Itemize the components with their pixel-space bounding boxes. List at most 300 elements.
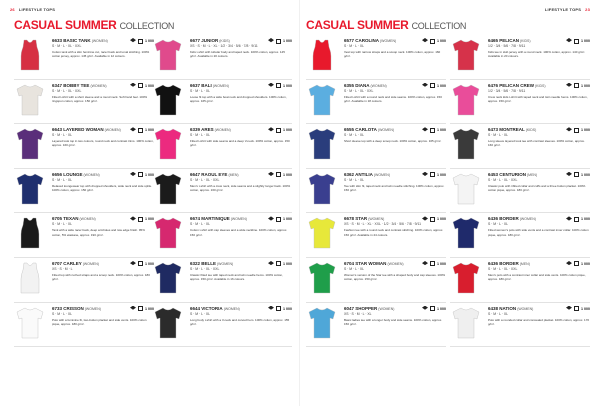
- product-code: [190, 38, 230, 43]
- product-description: Crew neck kids t-shirt with taped neck and twin needle hems. 100% cotton, approx. 150 g/m².: [488, 94, 588, 103]
- product-quantity: 1 000: [581, 217, 590, 222]
- product-icons: [130, 83, 154, 89]
- product-sizes: S · M · L · XL: [52, 177, 73, 182]
- package-icon: [574, 128, 579, 133]
- package-icon: [138, 306, 143, 311]
- item-divider: [450, 79, 590, 80]
- cap-icon: [422, 127, 428, 133]
- product-quantity: 1 000: [581, 128, 590, 133]
- product-quantity: 1 000: [283, 217, 292, 222]
- product-sizes: S · M · L · XL: [52, 222, 73, 227]
- right-page-number: 23: [585, 6, 590, 12]
- product-code: [344, 38, 396, 43]
- product-item: [14, 172, 154, 217]
- product-description: Fitted t-shirt with a round neck and side seams. 100% cotton, approx. 150 g/m². Available in 18 colours.: [344, 94, 442, 103]
- product-image: [152, 216, 184, 250]
- item-divider: [152, 302, 292, 303]
- cap-icon: [566, 261, 572, 267]
- product-name: 6637 BALI: [190, 82, 212, 88]
- product-category: (WOMEN): [378, 306, 395, 311]
- cap-icon: [268, 172, 274, 178]
- product-quantity: 1 000: [437, 83, 446, 88]
- cap-icon: [268, 306, 274, 312]
- product-item: [152, 306, 292, 351]
- product-image: [14, 216, 46, 250]
- product-code: [52, 38, 108, 43]
- product-quantity: 1 000: [145, 83, 154, 88]
- cap-icon: [268, 38, 274, 44]
- product-item: [306, 306, 446, 351]
- package-icon: [276, 172, 281, 177]
- item-divider: [306, 302, 446, 303]
- product-description: Vest top with narrow straps and a scoop neck. 100% cotton, approx. 160 g/m².: [344, 50, 441, 59]
- product-name: 6704 STAR WOMAN: [344, 260, 387, 266]
- product-code: [344, 261, 404, 266]
- product-description: Basic ladies tee with a longer body and side seams. 100% cotton, approx. 150 g/m².: [344, 317, 443, 326]
- product-icons: [566, 216, 590, 222]
- product-name: 6555 CARLOTA: [344, 127, 377, 133]
- product-code: [52, 172, 100, 177]
- left-title-bold: CASUAL SUMMER: [14, 18, 117, 32]
- product-name: 6705 TEXAN: [52, 216, 79, 222]
- product-category: (MEN): [527, 172, 538, 177]
- left-running-header: [10, 5, 55, 13]
- product-image: [152, 261, 184, 295]
- product-icons: [422, 38, 446, 44]
- package-icon: [276, 261, 281, 266]
- product-image: [306, 261, 338, 295]
- product-icons: [422, 83, 446, 89]
- product-category: (WOMEN): [223, 306, 240, 311]
- product-icons: [566, 127, 590, 133]
- product-icons: [130, 127, 154, 133]
- product-quantity: 1 000: [145, 172, 154, 177]
- product-quantity: 1 000: [145, 306, 154, 311]
- product-sizes: S · M · L · XL: [344, 44, 365, 48]
- product-category: (WOMEN): [90, 83, 107, 88]
- product-description: Fashion tee with a round neck and contrast stitching. 100% cotton, approx. 150 g/m². Available in 24 colours.: [344, 228, 444, 237]
- package-icon: [138, 217, 143, 222]
- cap-icon: [268, 127, 274, 133]
- product-icons: [566, 306, 590, 312]
- product-code: [488, 216, 536, 221]
- product-quantity: 1 000: [145, 261, 154, 266]
- product-image: [14, 127, 46, 161]
- product-sizes: S · M · L · XL · XXL: [488, 177, 518, 182]
- product-item: [14, 127, 154, 172]
- package-icon: [574, 217, 579, 222]
- package-icon: [574, 172, 579, 177]
- product-description: Long sleeve layered look tee with contrast sleeves. 100% cotton, approx. 160 g/m².: [488, 139, 585, 148]
- product-item: [306, 127, 446, 172]
- cap-icon: [566, 127, 572, 133]
- product-description: Classic fitted tee with taped neck and twin needle hems. 100% cotton, approx. 150 g/m². Available in 16 colours.: [190, 272, 283, 282]
- product-category: (WOMEN): [83, 172, 100, 177]
- product-sizes: XS · S · M · L · XL: [344, 311, 372, 316]
- product-icons: [130, 216, 154, 222]
- product-category: (WOMEN): [370, 83, 387, 88]
- package-icon: [276, 306, 281, 311]
- product-name: 6453 CENTURION: [488, 171, 527, 177]
- product-code: [190, 83, 229, 88]
- product-icons: [268, 261, 292, 267]
- product-image: [152, 172, 184, 206]
- product-sizes: S · M · L · XL: [344, 266, 365, 271]
- cap-icon: [268, 83, 274, 89]
- product-name: 6647 RAOUL EYE: [190, 171, 228, 177]
- product-icons: [130, 306, 154, 312]
- product-name: 6436 BORDER: [488, 216, 519, 222]
- item-divider: [152, 257, 292, 258]
- product-code: [344, 127, 394, 132]
- product-quantity: 1 000: [581, 172, 590, 177]
- item-divider: [450, 257, 590, 258]
- product-category: (MEN): [519, 261, 530, 266]
- cap-icon: [422, 38, 428, 44]
- product-quantity: 1 000: [581, 83, 590, 88]
- right-header-text: LIFESTYLE TOPS: [544, 6, 582, 12]
- product-sizes: 1/2 · 3/4 · 5/6 · 7/8 · 9/11: [488, 88, 526, 93]
- product-category: (WOMEN): [519, 217, 536, 222]
- cap-icon: [268, 261, 274, 267]
- product-name: 6362 ANTILIA: [344, 171, 373, 177]
- product-quantity: 1 000: [283, 83, 292, 88]
- product-image: [450, 38, 482, 72]
- product-item: [306, 38, 446, 83]
- package-icon: [430, 83, 435, 88]
- product-item: [152, 38, 292, 83]
- product-quantity: 1 000: [437, 261, 446, 266]
- package-icon: [276, 217, 281, 222]
- product-item: [450, 306, 590, 351]
- product-code: [52, 127, 121, 132]
- package-icon: [276, 39, 281, 44]
- item-divider: [14, 123, 154, 124]
- product-icons: [566, 38, 590, 44]
- product-code: [488, 172, 537, 177]
- product-image: [450, 216, 482, 250]
- product-name: 6656 LOUNGE: [52, 171, 83, 177]
- cap-icon: [566, 306, 572, 312]
- product-sizes: S · M · L · XL: [488, 311, 509, 316]
- cap-icon: [130, 83, 136, 89]
- product-code: [488, 306, 533, 311]
- product-image: [306, 216, 338, 250]
- package-icon: [430, 172, 435, 177]
- product-sizes: XS · S · M · L · XL · XXL · 1/2 · 3/4 · 5/6 · 7/8 · 9/11: [344, 222, 422, 227]
- product-icons: [268, 38, 292, 44]
- product-sizes: S · M · L · XL · XXL: [190, 266, 220, 271]
- product-description: Relaxed loungewear top with dropped shoulders, wide neck and side splits. 100% cotton, approx. 150 g/m².: [52, 183, 152, 192]
- product-category: (KIDS): [219, 39, 230, 43]
- cap-icon: [422, 261, 428, 267]
- product-name: 6436 BORDER: [488, 260, 519, 266]
- product-icons: [566, 172, 590, 178]
- product-icons: [130, 38, 154, 44]
- product-sizes: S · M · L · XL: [190, 222, 211, 227]
- cap-icon: [130, 216, 136, 222]
- item-divider: [14, 346, 154, 347]
- product-sizes: S · M · L · XL: [52, 133, 73, 138]
- product-category: (MEN): [228, 172, 239, 177]
- product-item: [306, 216, 446, 261]
- product-quantity: 1 000: [145, 128, 154, 133]
- item-divider: [306, 257, 446, 258]
- product-code: [52, 261, 99, 266]
- product-category: (WOMEN): [217, 261, 234, 266]
- product-code: [344, 306, 394, 311]
- product-code: [52, 216, 96, 221]
- product-category: (WOMEN): [79, 217, 96, 222]
- cap-icon: [422, 83, 428, 89]
- product-quantity: 1 000: [581, 39, 590, 43]
- item-divider: [450, 212, 590, 213]
- item-divider: [306, 168, 446, 169]
- cap-icon: [422, 216, 428, 222]
- package-icon: [138, 128, 143, 133]
- product-description: Tee with slim fit, taped neck and twin needle stitching. 100% cotton, approx. 150 g/m².: [344, 183, 445, 192]
- product-category: (WOMEN): [517, 306, 534, 311]
- product-image: [152, 306, 184, 340]
- product-category: (WOMEN): [377, 128, 395, 133]
- product-code: [488, 127, 536, 132]
- product-image: [14, 306, 46, 340]
- product-name: 6577 CAROLINA: [344, 38, 380, 43]
- package-icon: [276, 83, 281, 88]
- product-sizes: S · M · L · XL · XXL: [52, 44, 82, 48]
- product-column-4: [450, 38, 590, 350]
- product-image: [14, 172, 46, 206]
- product-sizes: S · M · L · XL · XXL: [190, 177, 220, 182]
- product-image: [306, 172, 338, 206]
- product-image: [450, 127, 482, 161]
- product-image: [152, 83, 184, 117]
- product-quantity: 1 000: [145, 39, 154, 43]
- product-category: (WOMEN): [91, 39, 108, 43]
- package-icon: [574, 39, 579, 44]
- product-description: Cotton tank with a slim feminine cut, racer back and tonal stitching. 100% cotton jersey, approx. 145 g/m². Available in 12 colours.: [52, 50, 150, 59]
- left-header-text: LIFESTYLE TOPS: [18, 6, 56, 12]
- package-icon: [276, 128, 281, 133]
- product-item: [14, 261, 154, 306]
- product-description: Fitted women's polo with side vents and a contrast inner collar. 100% cotton pique, approx. 180 g/m².: [488, 228, 589, 237]
- package-icon: [430, 128, 435, 133]
- item-divider: [14, 212, 154, 213]
- item-divider: [306, 346, 446, 347]
- product-category: (WOMEN): [82, 261, 99, 266]
- product-icons: [268, 216, 292, 222]
- cap-icon: [130, 261, 136, 267]
- package-icon: [574, 83, 579, 88]
- cap-icon: [130, 127, 136, 133]
- product-quantity: 1 000: [437, 39, 446, 43]
- package-icon: [430, 306, 435, 311]
- product-icons: [422, 172, 446, 178]
- item-divider: [306, 123, 446, 124]
- product-image: [306, 306, 338, 340]
- product-code: [190, 172, 239, 177]
- product-icons: [130, 172, 154, 178]
- product-name: 6473 MONTREAL: [488, 127, 525, 133]
- product-code: [52, 83, 107, 88]
- product-image: [14, 38, 46, 72]
- product-category: (WOMEN): [84, 306, 101, 311]
- left-page-number: 26: [10, 6, 15, 12]
- product-code: [344, 216, 384, 221]
- product-sizes: S · M · L · XL · XXL: [488, 266, 518, 271]
- product-icons: [422, 306, 446, 312]
- product-sizes: 1/2 · 3/4 · 5/6 · 7/8 · 9/11: [488, 44, 526, 48]
- product-name: 6355 DIANA: [344, 82, 370, 88]
- product-item: [152, 216, 292, 261]
- product-quantity: 1 000: [283, 39, 292, 43]
- product-image: [306, 127, 338, 161]
- cap-icon: [566, 83, 572, 89]
- product-description: Fitted t-shirt with side seams and a deep V-neck. 100% cotton, approx. 150 g/m².: [190, 139, 290, 148]
- product-name: 6339 ARES: [190, 127, 214, 133]
- product-name: 6677 JUNIOR: [190, 38, 219, 43]
- product-image: [450, 83, 482, 117]
- product-icons: [422, 216, 446, 222]
- product-quantity: 1 000: [437, 172, 446, 177]
- package-icon: [430, 217, 435, 222]
- product-sizes: S · M · L · XL: [190, 133, 211, 138]
- product-quantity: 1 000: [283, 261, 292, 266]
- product-image: [450, 172, 482, 206]
- product-description: Classic polo with ribbed collar and cuffs and a three button placket. 100% cotton pique, approx. 180 g/m².: [488, 183, 586, 192]
- cap-icon: [130, 306, 136, 312]
- product-description: Fitted t-shirt with a short sleeve and a round neck. Soft hand feel. 100% ringspun cotton, approx. 150 g/m².: [52, 94, 148, 103]
- product-category: (KIDS): [525, 128, 537, 133]
- right-title-light: COLLECTION: [411, 21, 467, 31]
- product-quantity: 1 000: [437, 128, 446, 133]
- product-code: [344, 172, 390, 177]
- product-description: Short sleeve top with a deep scoop neck. 100% cotton, approx. 165 g/m².: [344, 139, 442, 144]
- left-section-title: [14, 18, 174, 32]
- product-sizes: S · M · L · XL: [52, 311, 73, 316]
- product-icons: [566, 261, 590, 267]
- product-name: 6347 BOBBY TEE: [52, 82, 90, 88]
- product-image: [14, 261, 46, 295]
- product-column-3: [306, 38, 446, 350]
- product-name: 6047 SHOPPER: [344, 305, 378, 311]
- product-item: [450, 172, 590, 217]
- product-image: [450, 261, 482, 295]
- item-divider: [152, 212, 292, 213]
- cap-icon: [566, 172, 572, 178]
- package-icon: [138, 83, 143, 88]
- product-sizes: XS · S · M · L · XL · 1/2 · 3/4 · 5/6 · 7/8 · 9/11: [190, 44, 258, 48]
- product-item: [14, 306, 154, 351]
- product-image: [306, 38, 338, 72]
- product-code: [52, 306, 101, 311]
- item-divider: [14, 302, 154, 303]
- cap-icon: [566, 38, 572, 44]
- product-name: 6633 BASIC TANK: [52, 38, 91, 43]
- product-name: 6476 PELICAN CREW: [488, 82, 535, 88]
- product-quantity: 1 000: [581, 306, 590, 311]
- product-name: 6733 CRISSON: [52, 305, 84, 311]
- product-icons: [422, 261, 446, 267]
- product-icons: [268, 83, 292, 89]
- product-code: [488, 83, 546, 88]
- package-icon: [574, 261, 579, 266]
- product-category: (KIDS): [520, 39, 531, 43]
- product-code: [344, 83, 387, 88]
- product-description: Kids tee in slub jersey with a round neck. 100% cotton, approx. 140 g/m². Available in 20 colours.: [488, 50, 586, 59]
- product-description: Loose fit top with a wide boat neck and dropped shoulders. 100% cotton, approx. 165 g/m².: [190, 94, 287, 103]
- item-divider: [306, 79, 446, 80]
- item-divider: [14, 257, 154, 258]
- product-item: [306, 261, 446, 306]
- package-icon: [138, 261, 143, 266]
- product-sizes: S · M · L · XL: [190, 88, 211, 93]
- product-description: Cotton t-shirt with cap sleeves and a wide neckline. 100% cotton, approx. 150 g/m².: [190, 228, 288, 237]
- product-sizes: S · M · L · XL · XXL: [344, 88, 374, 93]
- right-title-bold: CASUAL SUMMER: [306, 18, 409, 32]
- product-image: [152, 127, 184, 161]
- item-divider: [152, 79, 292, 80]
- product-description: Fitted top with ruched straps and a scoop neck. 100% cotton, approx. 180 g/m².: [52, 272, 150, 282]
- product-image: [152, 38, 184, 72]
- package-icon: [138, 39, 143, 44]
- cap-icon: [268, 216, 274, 222]
- product-category: (WOMEN): [380, 39, 397, 43]
- product-category: (WOMEN): [373, 172, 390, 177]
- product-category: (KIDS): [535, 83, 546, 88]
- product-item: [152, 127, 292, 172]
- product-description: Long body t-shirt with a V-neck and curved hem. 100% cotton, approx. 155 g/m².: [190, 317, 290, 326]
- product-icons: [130, 261, 154, 267]
- product-quantity: 1 000: [437, 306, 446, 311]
- product-item: [14, 216, 154, 261]
- product-name: 6644 VICTORIA: [190, 305, 223, 311]
- product-sizes: S · M · L · XL: [344, 133, 365, 138]
- product-name: 6707 CARLEY: [52, 260, 82, 266]
- product-name: 6438 NATION: [488, 305, 517, 311]
- product-description: Kids t-shirt with tubular body and taped neck. 100% cotton, approx. 145 g/m². Available in 20 colours.: [190, 50, 285, 59]
- product-description: Polo with a rounded collar and concealed placket. 100% cotton, approx. 170 g/m².: [488, 317, 590, 326]
- cap-icon: [130, 38, 136, 44]
- product-code: [190, 306, 240, 311]
- product-category: (WOMEN): [387, 261, 404, 266]
- product-name: 6674 MARTINIQUE: [190, 216, 230, 222]
- product-category: (WOMEN): [230, 217, 247, 222]
- product-category: (WOMEN): [214, 128, 231, 133]
- product-item: [450, 261, 590, 306]
- product-quantity: 1 000: [145, 217, 154, 222]
- item-divider: [306, 212, 446, 213]
- product-name: 6643 LAYERED WOMAN: [52, 127, 104, 133]
- product-quantity: 1 000: [283, 128, 292, 133]
- product-item: [450, 127, 590, 172]
- product-quantity: 1 000: [437, 217, 446, 222]
- left-title-light: COLLECTION: [119, 21, 175, 31]
- product-column-1: [14, 38, 154, 350]
- right-running-header: [545, 5, 590, 13]
- product-icons: [268, 172, 292, 178]
- product-description: Polo with a feminine fit, two-button placket and side vents. 100% cotton pique, approx. 180 g/m².: [52, 317, 147, 326]
- product-sizes: XS · S · M · L: [52, 266, 73, 271]
- product-item: [14, 83, 154, 128]
- product-icons: [268, 127, 292, 133]
- product-quantity: 1 000: [283, 306, 292, 311]
- item-divider: [14, 168, 154, 169]
- product-item: [152, 172, 292, 217]
- package-icon: [430, 39, 435, 44]
- product-sizes: S · M · L · XL: [344, 177, 365, 182]
- package-icon: [574, 306, 579, 311]
